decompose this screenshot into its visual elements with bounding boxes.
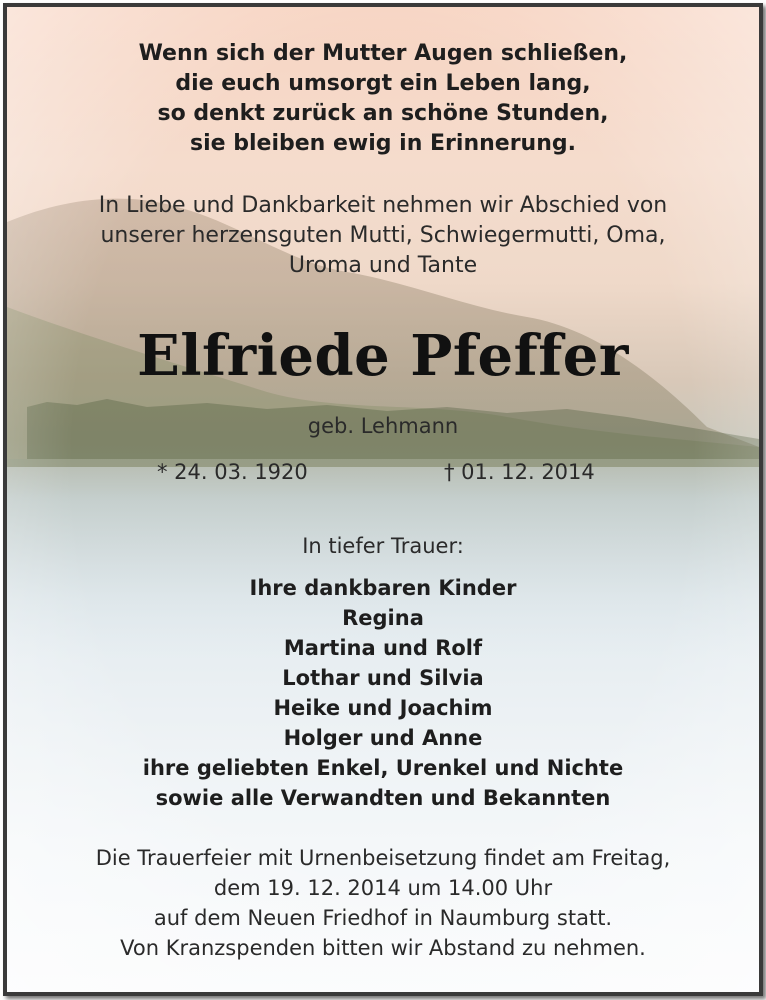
mourning-heading: In tiefer Trauer: [302, 534, 464, 558]
birth-name: geb. Lehmann [307, 414, 459, 438]
mourner-line: Holger und Anne [283, 726, 483, 750]
mourner-line: Lothar und Silvia [282, 666, 484, 690]
intro-line: unserer herzensguten Mutti, Schwiegermutti, Oma, [100, 223, 666, 248]
motto-line: sie bleiben ewig in Erinnerung. [190, 131, 576, 156]
mourner-line: Heike und Joachim [273, 696, 493, 720]
motto-line: Wenn sich der Mutter Augen schließen, [138, 41, 628, 66]
mourner-line: ihre geliebten Enkel, Urenkel und Nichte [142, 756, 624, 780]
funeral-line: auf dem Neuen Friedhof in Naumburg statt. [153, 906, 613, 930]
funeral-line: dem 19. 12. 2014 um 14.00 Uhr [213, 876, 553, 900]
funeral-notice [7, 843, 759, 963]
mourner-line: Ihre dankbaren Kinder [249, 576, 517, 600]
intro-line: Uroma und Tante [288, 253, 478, 278]
deceased-name: Elfriede Pfeffer [137, 323, 629, 389]
birth-date: * 24. 03. 1920 [157, 460, 308, 484]
life-dates [7, 457, 759, 487]
mourner-line: Martina und Rolf [283, 636, 483, 660]
obituary-frame [3, 3, 763, 996]
motto-poem [7, 39, 759, 159]
mourner-line: sowie alle Verwandten und Bekannten [155, 786, 611, 810]
funeral-line: Von Kranzspenden bitten wir Abstand zu nehmen. [120, 936, 646, 960]
motto-line: die euch umsorgt ein Leben lang, [175, 71, 591, 96]
mourners-list [7, 573, 759, 813]
motto-line: so denkt zurück an schöne Stunden, [157, 101, 609, 126]
mourner-line: Regina [342, 606, 424, 630]
intro-line: In Liebe und Dankbarkeit nehmen wir Abschied von [98, 193, 668, 218]
farewell-intro [7, 191, 759, 281]
death-date: † 01. 12. 2014 [444, 460, 595, 484]
funeral-line: Die Trauerfeier mit Urnenbeisetzung findet am Freitag, [95, 846, 671, 870]
